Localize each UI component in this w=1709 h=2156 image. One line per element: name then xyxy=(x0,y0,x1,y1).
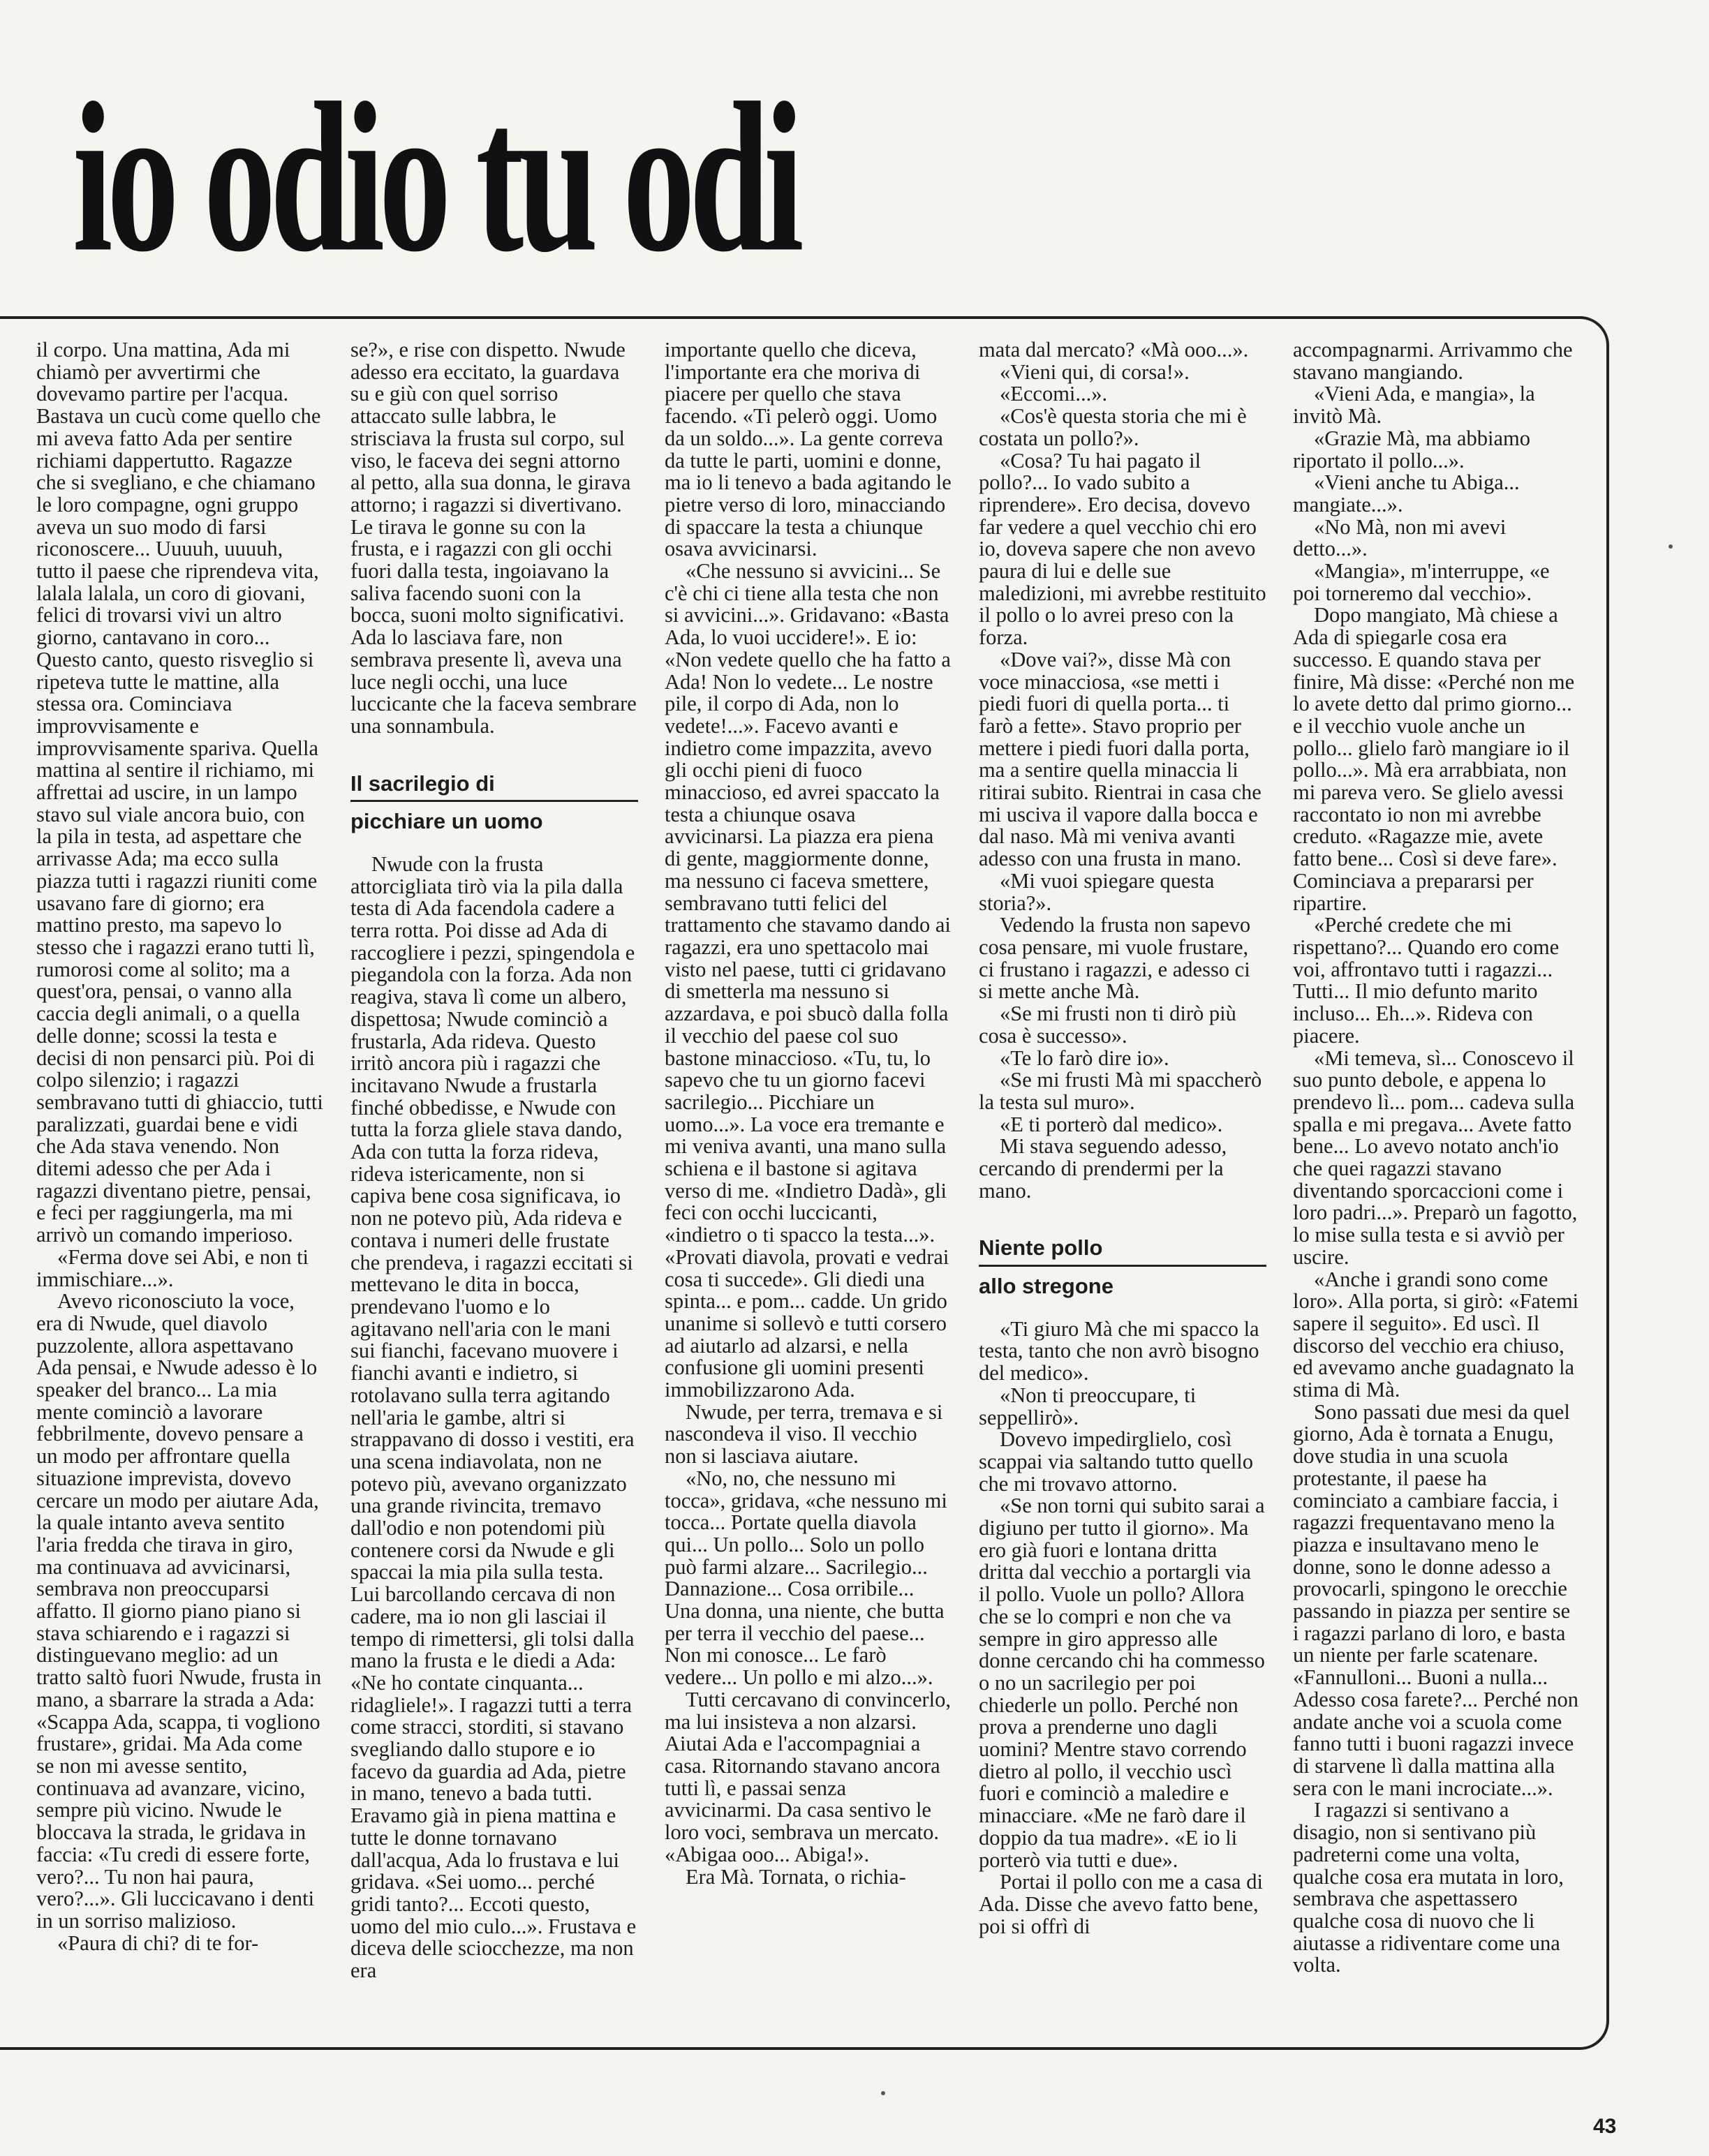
paragraph: «Ferma dove sei Abi, e non ti immischiare...». xyxy=(36,1244,309,1291)
paragraph: importante quello che diceva, l'importante era che moriva di piacere per quello che stava facendo. «Ti pelerò oggi. Uomo da un soldo...». La gente correva da tutte le parti, uomini e donne, ma io li tenevo a bada agitando le pietre verso di loro, minacciando di spaccare la testa a chiunque osava avvicinarsi. xyxy=(665,339,952,561)
paragraph: «Che nessuno si avvicini... Se c'è chi ci tiene alla testa che non si avvicini...». Gridavano: «Basta Ada, lo vuoi uccidere!». E io: «Non vedete quello che ha fatto a Ada! Non lo vedete... Le nostre pile, il corpo di Ada, non lo vedete!...». Facevo avanti e indietro come impazzita, avevo gli occhi pieni di fuoco minaccioso, ed avrei spaccato la testa a chiunque osava avvicinarsi. La piazza era piena di gente, maggiormente donne, ma nessuno ci faceva smettere, sembravano tutti felici del trattamento che stavamo dando ai ragazzi, era uno spettacolo mai visto nel paese, tutti ci gridavano di smetterla ma nessuno si azzardava, e poi sbucò dalla folla il vecchio del paese col suo bastone minaccioso. «Tu, tu, lo sapevo che tu un giorno facevi sacrilegio... Picchiare un uomo...». La voce era tremante e mi veniva avanti, una mano sulla schiena e il bastone si agitava verso di me. «Indietro Dadà», gli feci con occhi luccicanti, «indietro o ti spacco la testa...». «Provati diavola, provati e vedrai cosa ti succede». Gli diedi una spinta... e pom... cadde. Un grido unanime si sollevò e tutti corsero ad aiutarlo ad alzarsi, e nella confusione gli uomini presenti immobilizzarono Ada. xyxy=(665,559,951,1402)
subheading-line: Il sacrilegio di xyxy=(350,764,638,803)
paragraph: «E ti porterò dal medico». xyxy=(1000,1112,1223,1136)
paragraph: «No Mà, non mi avevi detto...». xyxy=(1293,514,1507,561)
column-4 xyxy=(979,339,1266,2046)
article-body xyxy=(0,339,1709,2046)
column-1 xyxy=(36,339,324,2046)
paragraph: accompagnarmi. Arrivammo che stavano mangiando. xyxy=(1293,339,1573,384)
subheading-line: Niente pollo xyxy=(979,1228,1266,1267)
paragraph: «Eccomi...». xyxy=(1000,382,1108,406)
paragraph: «Mi temeva, sì... Conoscevo il suo punto debole, e appena lo prendevo lì... pom... cadeva sulla spalla e mi pregava... Avete fatto bene... Lo avevo notato anch'io che quei ragazzi stavano diventando sporcaccioni come i loro padri...». Preparò un fagotto, lo mise sulla testa e si avviò per uscire. xyxy=(1293,1046,1578,1269)
paragraph: se?», e rise con dispetto. Nwude adesso era eccitato, la guardava su e giù con quel sorriso attaccato sulle labbra, le strisciava la frusta sul corpo, sul viso, le faceva dei segni attorno al petto, alla sua donna, le girava attorno; i ragazzi si divertivano. Le tirava le gonne su con la frusta, e i ragazzi con gli occhi fuori dalla testa, ingoiavano la saliva facendo suoni con la bocca, suoni molto significativi. Ada lo lasciava fare, non sembrava presente lì, aveva una luce negli occhi, una luce luccicante che la faceva sembrare una sonnambula. xyxy=(350,339,637,738)
page-number: 43 xyxy=(1593,2115,1617,2138)
paragraph: «Se non torni qui subito sarai a digiuno per tutto il giorno». Ma ero già fuori e lontana dritta dritta dal vecchio a portargli via il pollo. Vuole un pollo? Allora che se lo compri e non che va sempre in giro appresso alle donne cercando chi ha commesso o no un sacrilegio per poi chiederle un pollo. Perché non prova a prenderne uno dagli uomini? Mentre stavo correndo dietro al pollo, il vecchio uscì fuori e cominciò a maledire e minacciare. «Me ne farò dare il doppio da tua madre». «E io li porterò via tutti e due». xyxy=(979,1494,1265,1872)
paragraph: «Se mi frusti non ti dirò più cosa è successo». xyxy=(979,1002,1236,1048)
paragraph: «Cosa? Tu hai pagato il pollo?... Io vado subito a riprendere». Ero decisa, dovevo far vedere a quel vecchio chi ero io, doveva sapere che non avevo paura di lui e delle sue maledizioni, mi avrebbe restituito il pollo o lo avrei preso con la forza. xyxy=(979,448,1266,650)
subheading-sacrilegio xyxy=(350,764,638,838)
paragraph: Era Mà. Tornata, o richia- xyxy=(686,1864,906,1889)
paragraph: Nwude con la frusta attorcigliata tirò via la pila dalla testa di Ada facendola cadere a terra rotta. Poi disse ad Ada di raccogliere i pezzi, spingendola e piegandola con la forza. Ada non reagiva, stava lì come un albero, dispettosa; Nwude cominciò a frustarla, Ada rideva. Questo irritò ancora più i ragazzi che incitavano Nwude a frustarla finché obbedisse, e Nwude con tutta la forza gliele stava dando, Ada con tutta la forza rideva, rideva istericamente, non si capiva bene cosa significava, io non ne potevo più, Ada rideva e contava i numeri delle frustate che prendeva, i ragazzi eccitati si mettevano le dita in bocca, prendevano l'uomo e lo agitavano nell'aria con le mani sui fianchi, facevano muovere i fianchi avanti e indietro, si rotolavano sulla terra agitando nell'aria le gambe, altri si strappavano di dosso i vestiti, era una scena indiavolata, non ne potevo più, avevano organizzato una grande rivincita, tremavo dall'odio e non potendomi più contenere corsi da Nwude e gli spaccai la mia pila sulla testa. Lui barcollando cercava di non cadere, ma io non gli lasciai il tempo di rimettersi, gli tolsi dalla mano la frusta e le diedi a Ada: «Ne ho contate cinquanta... ridagliele!». I ragazzi tutti a terra come stracci, storditi, si stavano svegliando dallo stupore e io facevo da guardia ad Ada, pietre in mano, tenevo a bada tutti. Eravamo già in piena mattina e tutte le donne tornavano dall'acqua, Ada lo frustava e lui gridava. «Sei uomo... perché gridi tanto?... Eccoti questo, uomo del mio culo...». Frustava e diceva delle sciocchezze, ma non era xyxy=(350,852,637,1983)
paragraph: Portai il pollo con me a casa di Ada. Disse che avevo fatto bene, poi si offrì di xyxy=(979,1870,1263,1938)
paragraph: «Grazie Mà, ma abbiamo riportato il pollo...». xyxy=(1293,426,1530,473)
paragraph: Sono passati due mesi da quel giorno, Ada è tornata a Enugu, dove studia in una scuola protestante, il paese ha cominciato a cambiare faccia, i ragazzi frequentavano meno la piazza e insultavano meno le donne, sono le donne adesso a provocarli, spingono le orecchie passando in piazza per sentire se i ragazzi parlano di loro, e basta un niente per farle scatenare. «Fannulloni... Buoni a nulla... Adesso cosa farete?... Perché non andate anche voi a scuola come fanno tutti i buoni ragazzi invece di starvene lì dalla mattina alla sera con le mani incrociate...». xyxy=(1293,1399,1579,1800)
paragraph: «Anche i grandi sono come loro». Alla porta, si girò: «Fatemi sapere il seguito». Ed uscì. Il discorso del vecchio era chiuso, ed avevamo anche guadagnato la stima di Mà. xyxy=(1293,1267,1579,1402)
paragraph: «Dove vai?», disse Mà con voce minacciosa, «se metti i piedi fuori di quella porta... ti farò a fette». Stavo proprio per mettere i piedi fuori dalla porta, ma a sentire quella minaccia li ritirai subito. Rientrai in casa che mi usciva il vapore dalla bocca e dal naso. Mà mi veniva avanti adesso con una frusta in mano. xyxy=(979,647,1262,871)
paragraph: «Vieni Ada, e mangia», la invitò Mà. xyxy=(1293,382,1535,429)
paragraph: «Vieni qui, di corsa!». xyxy=(1000,359,1190,384)
paragraph: «Mangia», m'interruppe, «e poi torneremo dal vecchio». xyxy=(1293,559,1550,605)
paragraph: il corpo. Una mattina, Ada mi chiamò per avvertirmi che dovevamo partire per l'acqua. Bastava un cucù come quello che mi aveva fatto Ada per sentire richiami dappertutto. Ragazze che si svegliano, e che chiamano le loro compagne, ogni gruppo aveva un suo modo di farsi riconoscere... Uuuuh, uuuuh, tutto il paese che riprendeva vita, lalala lalala, un coro di giovani, felici di trovarsi vivi un altro giorno, cantavano in coro... Questo canto, questo risveglio si ripeteva tutte le mattine, alla stessa ora. Cominciava improvvisamente e improvvisamente spariva. Quella mattina al sentire il richiamo, mi affrettai ad uscire, in un lampo stavo sul viale ancora buio, con la pila in testa, ad aspettare che arrivasse Ada; ma ecco sulla piazza tutti i ragazzi riuniti come usavano fare di giorno; era mattino presto, ma sapevo lo stesso che i ragazzi erano tutti lì, rumorosi come al solito; ma a quest'ora, pensai, o vanno alla caccia degli animali, o a quella delle donne; scossi la testa e decisi di non pensarci più. Poi di colpo silenzio; i ragazzi sembravano tutti di ghiaccio, tutti paralizzati, guardai bene e vidi che Ada stava venendo. Non ditemi adesso che per Ada i ragazzi diventano pietre, pensai, e feci per raggiungerla, ma mi arrivò un comando imperioso. xyxy=(36,339,323,1247)
subheading-line: picchiare un uomo xyxy=(350,809,543,834)
print-speck xyxy=(881,2091,885,2095)
column-3 xyxy=(665,339,952,2046)
paragraph: «Perché credete che mi rispettano?... Quando ero come voi, affrontavo tutti i ragazzi... Tutti... Il mio defunto marito incluso... Eh...». Rideva con piacere. xyxy=(1293,913,1560,1048)
subheading-niente-pollo xyxy=(979,1228,1266,1302)
subheading-line: allo stregone xyxy=(979,1274,1114,1299)
paragraph: «Se mi frusti Mà mi spaccherò la testa sul muro». xyxy=(979,1068,1262,1114)
paragraph: Avevo riconosciuto la voce, era di Nwude, quel diavolo puzzolente, allora aspettavano Ada pensai, e Nwude adesso è lo speaker del branco... La mia mente cominciò a lavorare febbrilmente, dovevo pensare a un modo per affrontare quella situazione imprevista, dovevo cercare un modo per aiutare Ada, la quale intanto aveva sentito l'aria fredda che tirava in giro, ma continuava ad avvicinarsi, sembrava non preoccuparsi affatto. Il giorno piano piano si stava schiarendo e i ragazzi si distinguevano meglio: ad un tratto saltò fuori Nwude, frusta in mano, a sbarrare la strada a Ada: «Scappa Ada, scappa, ti vogliono frustare», gridai. Ma Ada come se non mi avesse sentito, continuava ad avanzare, vicino, sempre più vicino. Nwude le bloccava la strada, le gridava in faccia: «Tu credi di essere forte, vero?... Tu non hai paura, vero?...». Gli luccicavano i denti in un sorriso malizioso. xyxy=(36,1289,322,1933)
paragraph: Nwude, per terra, tremava e si nascondeva il viso. Il vecchio non si lasciava aiutare. xyxy=(665,1399,943,1469)
paragraph: «No, no, che nessuno mi tocca», gridava, «che nessuno mi tocca... Portate quella diavola qui... Un pollo... Solo un pollo può farmi alzare... Sacrilegio... Dannazione... Cosa orribile... Una donna, una niente, che butta per terra il vecchio del paese... Non mi conosce... Le farò vedere... Un pollo e mi alzo...». xyxy=(665,1466,947,1690)
paragraph: Mi stava seguendo adesso, cercando di prendermi per la mano. xyxy=(979,1134,1227,1203)
paragraph: «Te lo farò dire io». xyxy=(1000,1046,1169,1070)
headline: io odio tu odi xyxy=(73,57,799,297)
column-2 xyxy=(350,339,638,2046)
paragraph: «Non ti preoccupare, ti seppellirò». xyxy=(979,1383,1197,1429)
paragraph: Dovevo impedirglielo, così scappai via saltando tutto quello che mi trovavo attorno. xyxy=(979,1427,1254,1496)
paragraph: «Vieni anche tu Abiga... mangiate...». xyxy=(1293,470,1520,516)
paragraph: «Ti giuro Mà che mi spacco la testa, tanto che non avrò bisogno del medico». xyxy=(979,1316,1259,1385)
paragraph: Vedendo la frusta non sapevo cosa pensare, mi vuole frustare, ci frustano i ragazzi, e adesso ci si mette anche Mà. xyxy=(979,913,1251,1004)
paragraph: Tutti cercavano di convincerlo, ma lui insisteva a non alzarsi. Aiutai Ada e l'accompagniai a casa. Ritornando stavano ancora tutti lì, e passai senza avvicinarmi. Da casa sentivo le loro voci, sembrava un mercato. «Abigaa ooo... Abiga!». xyxy=(665,1687,952,1866)
paragraph: Dopo mangiato, Mà chiese a Ada di spiegarle cosa era successo. E quando stava per finire, Mà disse: «Perché non me lo avete detto dal primo giorno... e il vecchio vuole anche un pollo... glielo farò mangiare io il pollo...». Mà era arrabbiata, non mi pareva vero. Se glielo avessi raccontato io non mi avrebbe creduto. «Ragazze mie, avete fatto bene... Così si deve fare». Cominciava a prepararsi per ripartire. xyxy=(1293,603,1575,915)
paragraph: «Cos'è questa storia che mi è costata un pollo?». xyxy=(979,404,1247,450)
paragraph: «Paura di chi? di te for- xyxy=(57,1931,259,1955)
paragraph: «Mi vuoi spiegare questa storia?». xyxy=(979,868,1215,915)
column-5 xyxy=(1293,339,1581,2046)
paragraph: I ragazzi si sentivano a disagio, non si sentivano più padreterni come una volta, qualche cosa era mutata in loro, sembrava che aspettassero qualche cosa di nuovo che li aiutasse a ridiventare come una volta. xyxy=(1293,1798,1564,1977)
paragraph: mata dal mercato? «Mà ooo...». xyxy=(979,339,1249,362)
print-speck xyxy=(1669,544,1673,549)
